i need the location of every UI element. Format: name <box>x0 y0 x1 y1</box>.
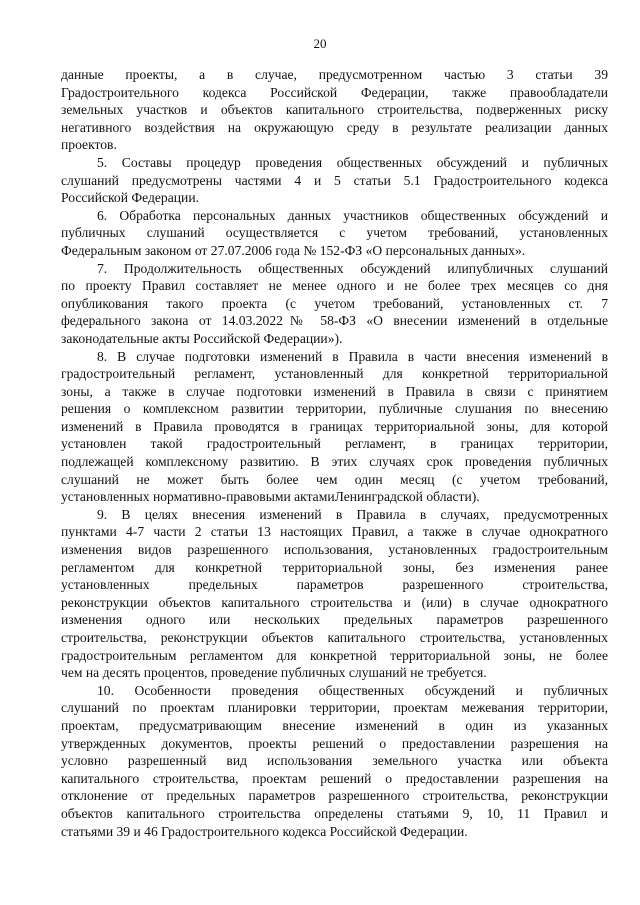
text-line: Российской Федерации. <box>61 190 199 206</box>
text-line: слушаний не может быть более чем один месяц (с учетом требований, <box>61 471 608 487</box>
text-line: условно разрешенный вид использования земельного участка или объекта <box>61 753 608 769</box>
text-line: установленных предельных параметров разрешенного строительства, <box>61 577 608 593</box>
paragraph <box>61 207 608 260</box>
text-line: чем на десять процентов, проведение публичных слушаний не требуется. <box>61 665 487 681</box>
text-line: утвержденных документов, проекты решений о предоставлении разрешения на <box>61 735 608 751</box>
text-line: капитального строительства, проектам решений о предоставлении разрешения на <box>61 770 608 786</box>
paragraph <box>61 506 608 682</box>
paragraph <box>61 260 608 348</box>
paragraph <box>61 348 608 506</box>
text-line: изменения одного или нескольких предельных параметров разрешенного <box>61 612 608 628</box>
page-number: 20 <box>313 36 327 51</box>
text-line: установлен такой градостроительный регламент, в границах территории, <box>61 436 608 452</box>
text-line: Градостроительного кодекса Российской Федерации, также правообладатели <box>61 84 608 100</box>
text-line: 9. В целях внесения изменений в Правила в случаях, предусмотренных <box>97 506 608 522</box>
text-line: данные проекты, а в случае, предусмотренном частью 3 статьи 39 <box>61 67 608 82</box>
text-line: отклонение от предельных параметров разрешенного строительства, реконструкции <box>61 788 608 804</box>
text-line: подлежащей комплексному развитию. В этих случаях срок проведения публичных <box>61 454 608 470</box>
text-line: решения о комплексном развитии территории, публичные слушания по внесению <box>61 401 608 417</box>
text-line: реконструкции объектов капитального строительства и (или) в случае однократного <box>61 594 608 610</box>
text-line: законодательные акты Российской Федерации»). <box>61 330 343 346</box>
text-line: статьями 39 и 46 Градостроительного кодекса Российской Федерации. <box>61 823 468 839</box>
text-line: проектов. <box>61 137 117 153</box>
text-line: 10. Особенности проведения общественных обсуждений и публичных <box>97 682 608 698</box>
text-line: объектов капитального строительства определены статьями 9, 10, 11 Правил и <box>61 805 608 821</box>
text-line: земельных участков и объектов капитального строительства, подверженных риску <box>61 102 608 118</box>
text-line: изменений в Правила проводятся в границах территориальной зоны, для которой <box>61 418 608 434</box>
text-line: Федеральным законом от 27.07.2006 года № 152-ФЗ «О персональных данных». <box>61 242 526 258</box>
document-body <box>61 66 608 840</box>
text-line: слушаний по проектам планировки территории, проектам межевания территории, <box>61 700 608 716</box>
text-line: федерального закона от 14.03.2022№ 58-ФЗ «О внесении изменений в отдельные <box>61 313 608 329</box>
text-line: строительства, реконструкции объектов капитального строительства, установленных <box>61 630 608 645</box>
text-line: изменения видов разрешенного использования, установленных градостроительным <box>61 542 608 558</box>
text-line: 5. Составы процедур проведения общественных обсуждений и публичных <box>97 154 608 170</box>
text-line: проектам, предусматривающим внесение изменений в один из указанных <box>61 717 608 733</box>
text-line: опубликования такого проекта (с учетом требований, установленных ст. 7 <box>61 295 608 311</box>
text-line: по проекту Правил составляет не менее одного и не более трех месяцев со дня <box>61 278 608 294</box>
text-line: 6. Обработка персональных данных участников общественных обсуждений и <box>97 207 608 223</box>
text-line: градостроительным регламентом для конкретной территориальной зоны, не более <box>61 647 608 663</box>
text-line: регламентом для конкретной территориальной зоны, без изменения ранее <box>61 559 608 575</box>
text-line: градостроительный регламент, установленный для конкретной территориальной <box>61 366 608 382</box>
paragraph <box>61 682 608 840</box>
text-line: установленных нормативно-правовыми актамиЛенинградской области). <box>61 489 480 505</box>
paragraph <box>61 66 608 154</box>
text-line: слушаний предусмотрены частями 4 и 5 статьи 5.1 Градостроительного кодекса <box>61 172 608 188</box>
text-line: 7. Продолжительность общественных обсуждений илипубличных слушаний <box>97 260 608 276</box>
text-line: пунктами 4-7 части 2 статьи 13 настоящих Правил, а также в случае однократного <box>61 524 608 540</box>
text-line: негативного воздействия на окружающую среду в результате реализации данных <box>61 119 608 135</box>
text-line: зоны, а также в случае подготовки изменений в Правила в связи с принятием <box>61 383 608 399</box>
paragraph <box>61 154 608 207</box>
text-line: 8. В случае подготовки изменений в Правила в части внесения изменений в <box>97 348 608 364</box>
text-line: публичных слушаний осуществляется с учетом требований, установленных <box>61 225 608 241</box>
